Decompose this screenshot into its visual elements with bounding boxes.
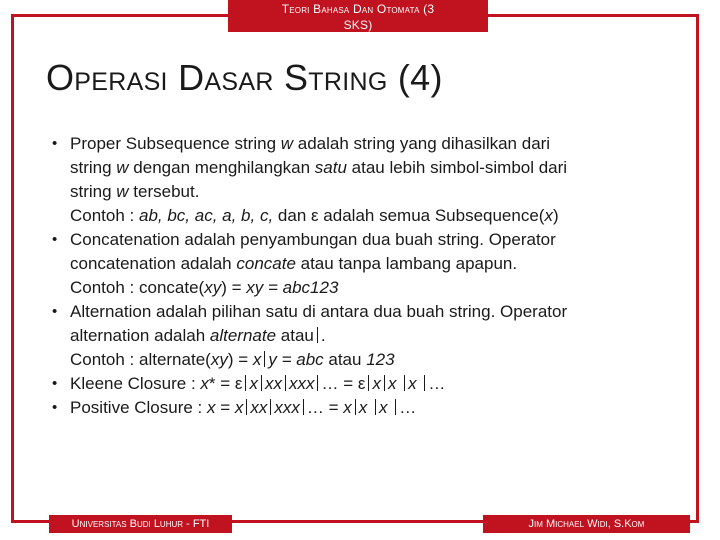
var: 123 [366,350,395,369]
text: Positive Closure : [70,398,207,417]
text: * = ε [208,374,243,393]
var: x [343,398,352,417]
text: atau lebih simbol-simbol dari [346,158,568,177]
var: xx [264,374,282,393]
text: … = [306,398,344,417]
footer-university: Universitas Budi Luhur - FTI [49,515,232,533]
course-header [228,0,488,32]
var: x [358,398,368,417]
alternation-bar [285,375,286,391]
alternation-bar [246,399,247,415]
alternation-bar [261,375,262,391]
var: x [378,398,388,417]
var: w [280,134,294,153]
alternation-bar [384,375,385,391]
var: x [249,374,258,393]
text: adalah string yang dihasilkan dari [293,134,551,153]
var: ab, bc, ac, a, b, c, [139,206,274,225]
footer-author: Jim Michael Widi, S.Kom [483,515,690,533]
alternation-bar [395,399,396,415]
var: xy = abc123 [246,278,339,297]
text: string [70,158,117,177]
slide-title: Operasi Dasar String (4) [46,57,443,98]
var: x [544,206,553,225]
bullet-kleene-closure [46,372,686,396]
text: ) = [227,350,253,369]
bullet-positive-closure [46,396,686,420]
bullet-proper-subsequence [46,132,686,204]
text: string [70,182,117,201]
text: Kleene Closure : [70,374,201,393]
alternation-bar [264,351,265,367]
alternation-bar [303,399,304,415]
text: concatenation adalah [70,254,237,273]
text: dengan menghilangkan [128,158,315,177]
var: x [200,374,209,393]
text: Contoh : [70,206,139,225]
emphasis: concate [236,254,296,273]
var: x [408,374,417,393]
course-header-line1: Teori Bahasa Dan Otomata (3 [281,2,435,16]
course-header-line2: SKS) [343,18,373,32]
alternation-bar [404,375,405,391]
var: x [207,398,216,417]
text: ) = [221,278,247,297]
alternation-bar [355,399,356,415]
text: … [428,374,446,393]
alternation-bar [245,375,246,391]
var: xxx [274,398,300,417]
emphasis: satu [314,158,347,177]
alternation-bar [368,375,369,391]
bullet-concatenation [46,228,686,276]
text: Alternation adalah pilihan satu di antara dua buah string. Operator [70,302,568,321]
var: xx [250,398,268,417]
text: Concatenation adalah penyambungan dua buah string. Operator [70,230,556,249]
example-alternation [46,348,686,372]
text: … = ε [321,374,366,393]
text: atau [323,350,367,369]
text: dan ε adalah semua Subsequence( [273,206,545,225]
slide-content [46,132,686,420]
var: xy [210,350,228,369]
text: tersebut. [128,182,200,201]
alternation-bar [317,327,318,343]
alternation-bar [270,399,271,415]
text: Contoh : alternate( [70,350,211,369]
var: xxx [288,374,315,393]
var: x [387,374,397,393]
var: xy [204,278,222,297]
var: x [234,398,244,417]
text: Proper Subsequence string [70,134,281,153]
alternation-bar [424,375,425,391]
text: . [320,326,326,345]
emphasis: alternate [209,326,277,345]
text: atau tanpa lambang apapun. [295,254,518,273]
text: Contoh : concate( [70,278,205,297]
alternation-bar [317,375,318,391]
var: w [116,182,129,201]
var: x [372,374,381,393]
text: alternation adalah [70,326,210,345]
bullet-alternation [46,300,686,348]
text: … [399,398,417,417]
example-subsequence [46,204,686,228]
text: ) [552,206,559,225]
text: = [215,398,235,417]
var: x [252,350,262,369]
var: y = abc [268,350,324,369]
var: w [116,158,129,177]
text: atau [276,326,314,345]
example-concatenation [46,276,686,300]
alternation-bar [375,399,376,415]
